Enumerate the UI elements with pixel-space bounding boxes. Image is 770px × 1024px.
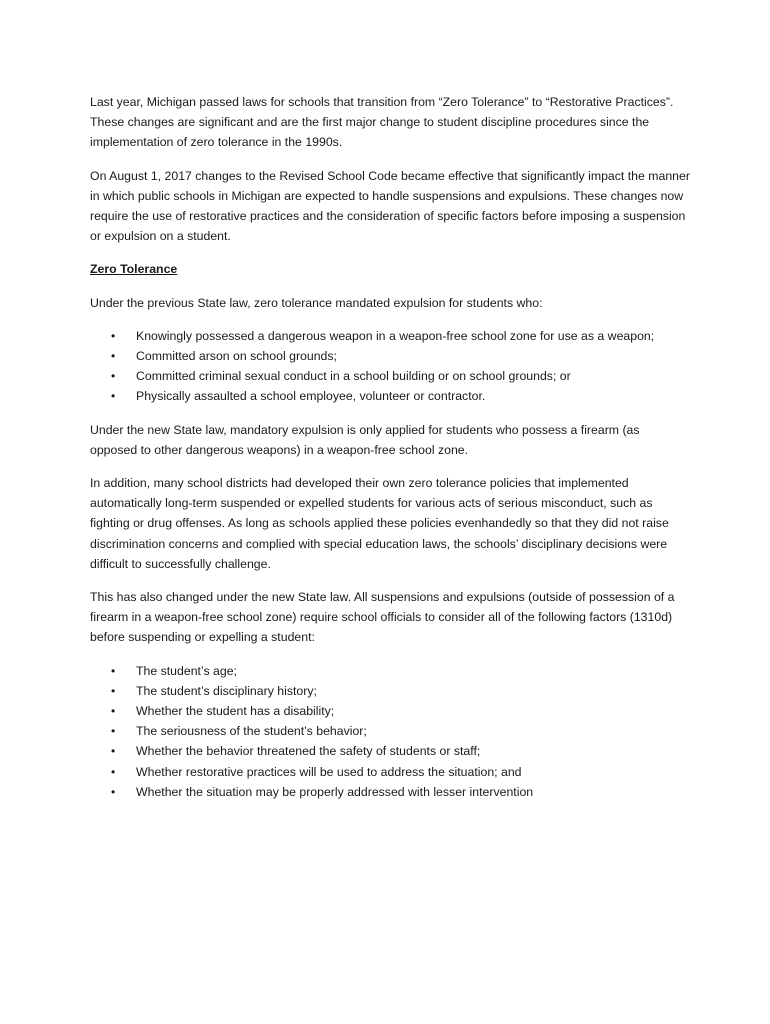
bullet-icon: • <box>111 328 116 343</box>
bullet-icon: • <box>111 704 116 719</box>
intro-paragraph: Last year, Michigan passed laws for schools that transition from “Zero Tolerance” to “Restorative Practices”. These changes are significant and are the first major change to student discipline procedures since the implementation of zero tolerance in the 1990s. <box>90 95 674 150</box>
list-item-text: Whether restorative practices will be used to address the situation; and <box>136 764 522 779</box>
list-item <box>111 741 690 761</box>
section-heading-zero-tolerance: Zero Tolerance <box>90 262 178 277</box>
factors-intro-paragraph: This has also changed under the new State law. All suspensions and expulsions (outside of possession of a firearm in a weapon-free school zone) require school officials to consider all of the following factors (1310d) before suspending or expelling a student: <box>90 590 675 645</box>
bullet-icon: • <box>111 683 116 698</box>
bullet-icon: • <box>111 764 116 779</box>
list-item <box>111 326 690 346</box>
bullet-icon: • <box>111 369 116 384</box>
list-item <box>111 762 690 782</box>
bullet-icon: • <box>111 349 116 364</box>
bullet-icon: • <box>111 744 116 759</box>
list-item-text: The student’s disciplinary history; <box>136 683 317 698</box>
list-item-text: Physically assaulted a school employee, volunteer or contractor. <box>136 389 486 404</box>
list-item <box>111 701 690 721</box>
list-item-text: Whether the situation may be properly addressed with lesser intervention <box>136 784 534 799</box>
list-item <box>111 721 690 741</box>
list-item <box>111 782 690 802</box>
list-item-text: The seriousness of the student’s behavior; <box>136 724 367 739</box>
bullet-icon: • <box>111 724 116 739</box>
document-page <box>90 92 690 815</box>
bullet-icon: • <box>111 663 116 678</box>
factors-list <box>90 661 690 802</box>
bullet-icon: • <box>111 389 116 404</box>
list-item-text: Whether the student has a disability; <box>136 704 335 719</box>
list-item-text: Committed arson on school grounds; <box>136 349 337 364</box>
previous-law-paragraph: Under the previous State law, zero tolerance mandated expulsion for students who: <box>90 295 543 310</box>
list-item-text: Whether the behavior threatened the safety of students or staff; <box>136 744 481 759</box>
list-item-text: The student’s age; <box>136 663 237 678</box>
list-item-text: Committed criminal sexual conduct in a school building or on school grounds; or <box>136 369 571 384</box>
new-law-paragraph: Under the new State law, mandatory expulsion is only applied for students who possess a firearm (as opposed to other dangerous weapons) in a weapon-free school zone. <box>90 422 640 457</box>
expulsion-offenses-list <box>90 326 690 407</box>
list-item <box>111 661 690 681</box>
district-policies-paragraph: In addition, many school districts had developed their own zero tolerance policies that implemented automatically long-term suspended or expelled students for various acts of serious misconduct, such as fighting or drug offenses. As long as schools applied these policies evenhandedly so that they did not raise discrimination concerns and complied with special education laws, the schools’ disciplinary decisions were difficult to successfully challenge. <box>90 476 669 571</box>
list-item <box>111 681 690 701</box>
list-item <box>111 386 690 406</box>
bullet-icon: • <box>111 784 116 799</box>
effective-date-paragraph: On August 1, 2017 changes to the Revised School Code became effective that significantly impact the manner in which public schools in Michigan are expected to handle suspensions and expulsions. These changes now require the use of restorative practices and the consideration of specific factors before imposing a suspension or expulsion on a student. <box>90 168 690 244</box>
list-item <box>111 346 690 366</box>
list-item-text: Knowingly possessed a dangerous weapon in a weapon-free school zone for use as a weapon; <box>136 328 655 343</box>
list-item <box>111 366 690 386</box>
